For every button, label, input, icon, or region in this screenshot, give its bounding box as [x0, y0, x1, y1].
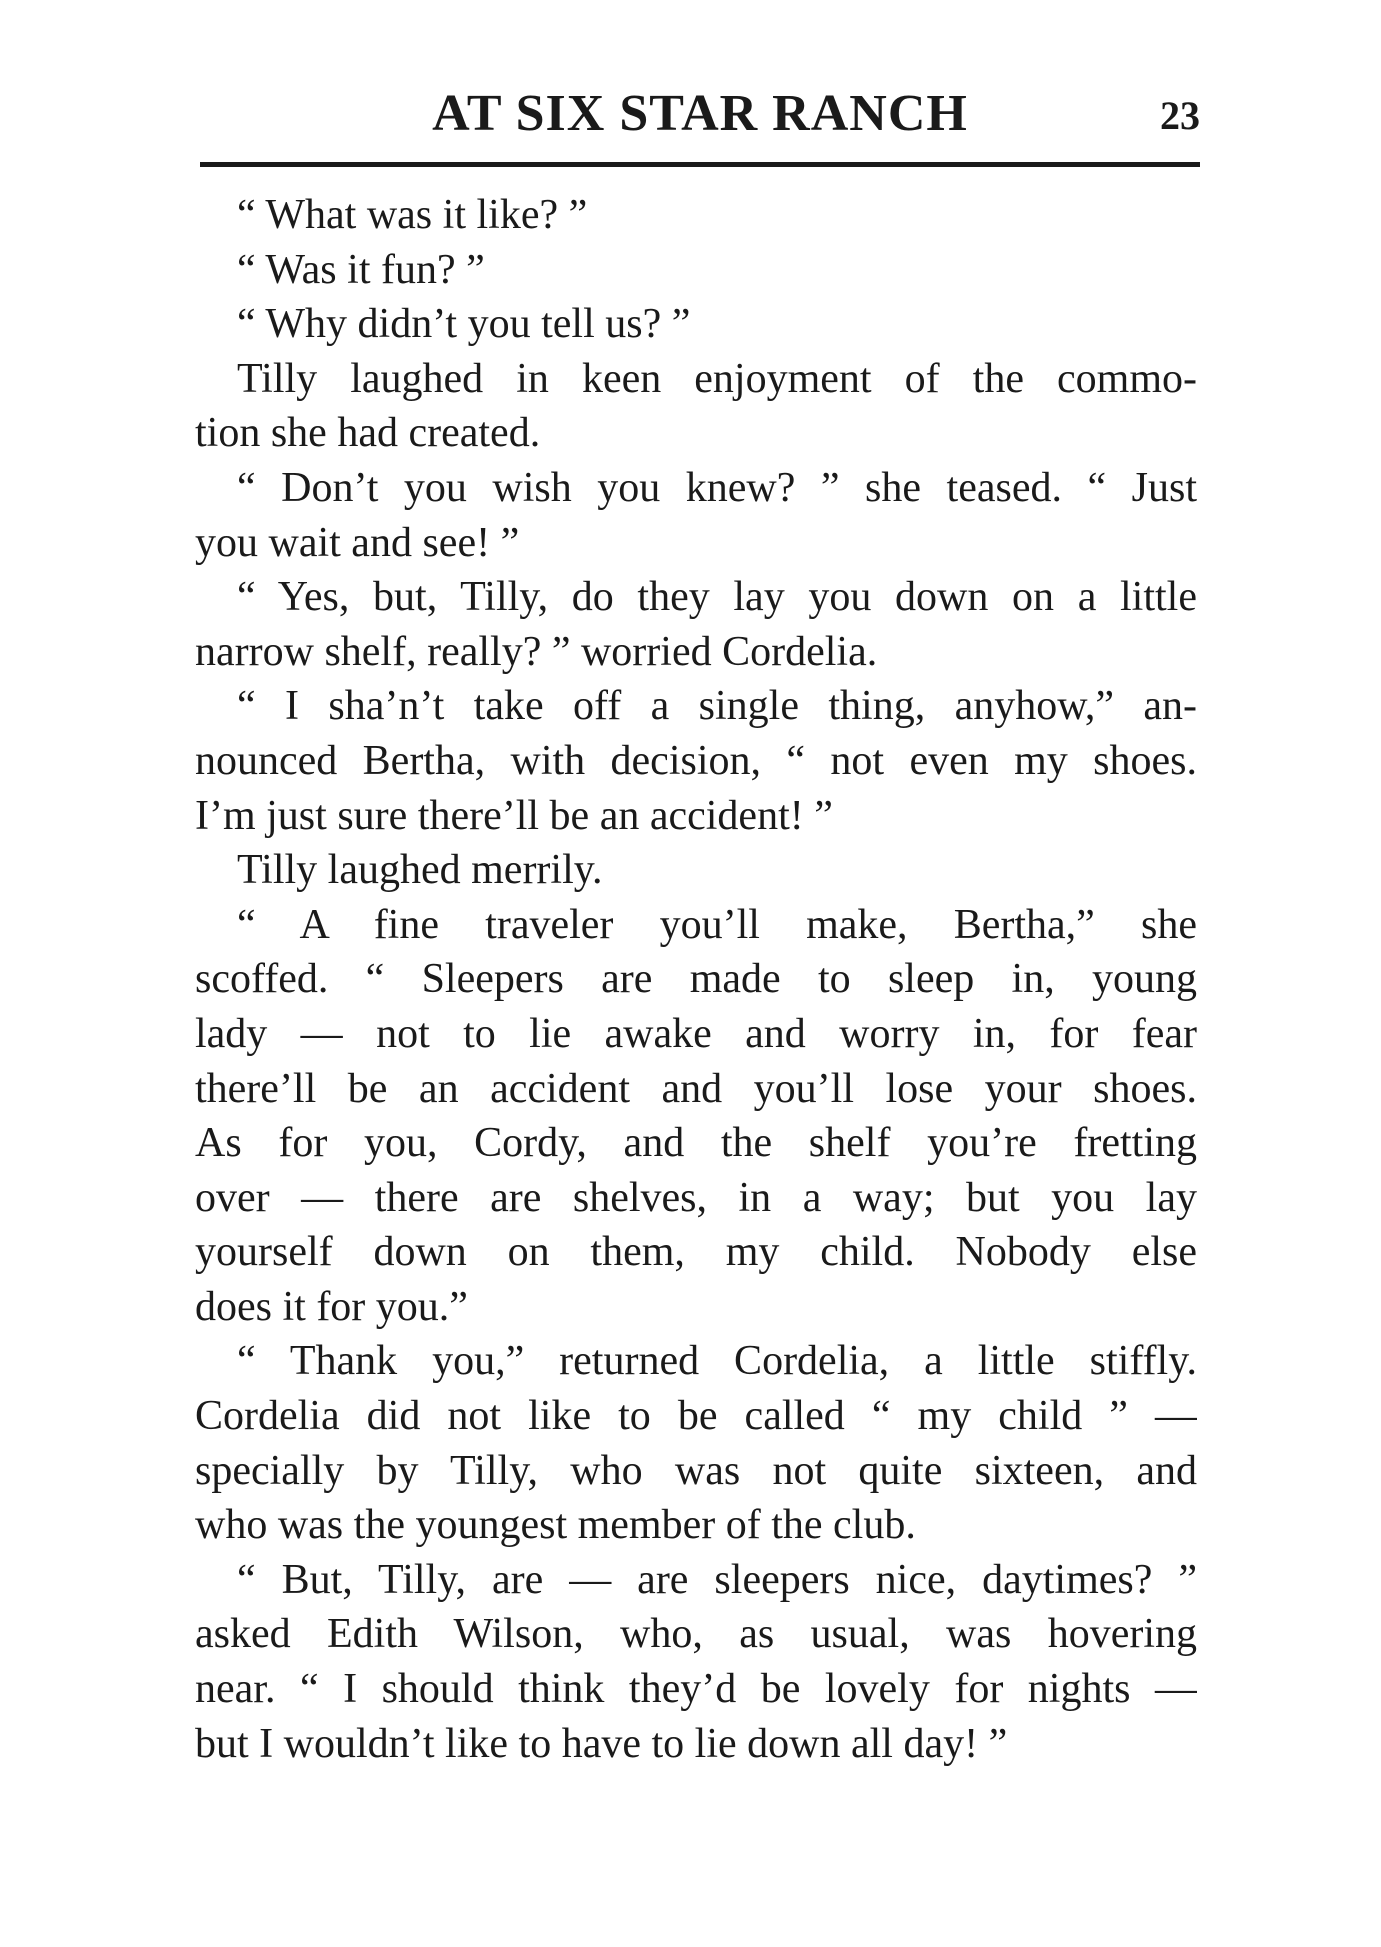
body-text	[195, 188, 1197, 1771]
text-line: “ Don’t you wish you knew? ” she teased. “ Just	[237, 464, 1197, 511]
text-line: over — there are shelves, in a way; but you lay	[195, 1174, 1197, 1221]
running-head	[200, 84, 1200, 144]
text-line: Tilly laughed merrily.	[237, 847, 603, 894]
text-line: scoffed. “ Sleepers are made to sleep in, young	[195, 956, 1197, 1003]
text-line: who was the youngest member of the club.	[195, 1502, 916, 1549]
text-line: “ Why didn’t you tell us? ”	[237, 301, 691, 348]
text-line: you wait and see! ”	[195, 519, 520, 566]
text-line: asked Edith Wilson, who, as usual, was hovering	[195, 1611, 1197, 1658]
page-number: 23	[1160, 93, 1200, 138]
text-line: does it for you.”	[195, 1283, 468, 1330]
text-line: “ But, Tilly, are — are sleepers nice, daytimes? ”	[237, 1556, 1197, 1603]
header-rule	[200, 162, 1200, 167]
text-line: “ A fine traveler you’ll make, Bertha,” she	[237, 901, 1197, 948]
text-line: tion she had created.	[195, 410, 541, 457]
text-line: lady — not to lie awake and worry in, for fear	[195, 1010, 1197, 1057]
text-line: yourself down on them, my child. Nobody else	[195, 1229, 1197, 1276]
text-line: “ I sha’n’t take off a single thing, anyhow,” an-	[237, 683, 1197, 730]
text-line: there’ll be an accident and you’ll lose your shoes.	[195, 1065, 1197, 1112]
text-line: specially by Tilly, who was not quite sixteen, and	[195, 1447, 1197, 1494]
text-line: narrow shelf, really? ” worried Cordelia.	[195, 628, 878, 675]
text-line: “ Yes, but, Tilly, do they lay you down on a little	[237, 574, 1197, 621]
text-line: Cordelia did not like to be called “ my child ” —	[195, 1393, 1197, 1440]
text-line: Tilly laughed in keen enjoyment of the commo-	[237, 355, 1197, 402]
text-line: near. “ I should think they’d be lovely for nights —	[195, 1666, 1197, 1713]
text-line: “ Thank you,” returned Cordelia, a little stiffly.	[237, 1338, 1197, 1385]
text-line: I’m just sure there’ll be an accident! ”	[195, 792, 833, 839]
text-line: As for you, Cordy, and the shelf you’re fretting	[195, 1120, 1197, 1167]
text-line: “ Was it fun? ”	[237, 246, 485, 293]
text-line: but I wouldn’t like to have to lie down all day! ”	[195, 1720, 1008, 1767]
text-line: “ What was it like? ”	[237, 192, 588, 238]
text-line: nounced Bertha, with decision, “ not even my shoes.	[195, 737, 1197, 784]
running-title: AT SIX STAR RANCH	[432, 85, 968, 142]
